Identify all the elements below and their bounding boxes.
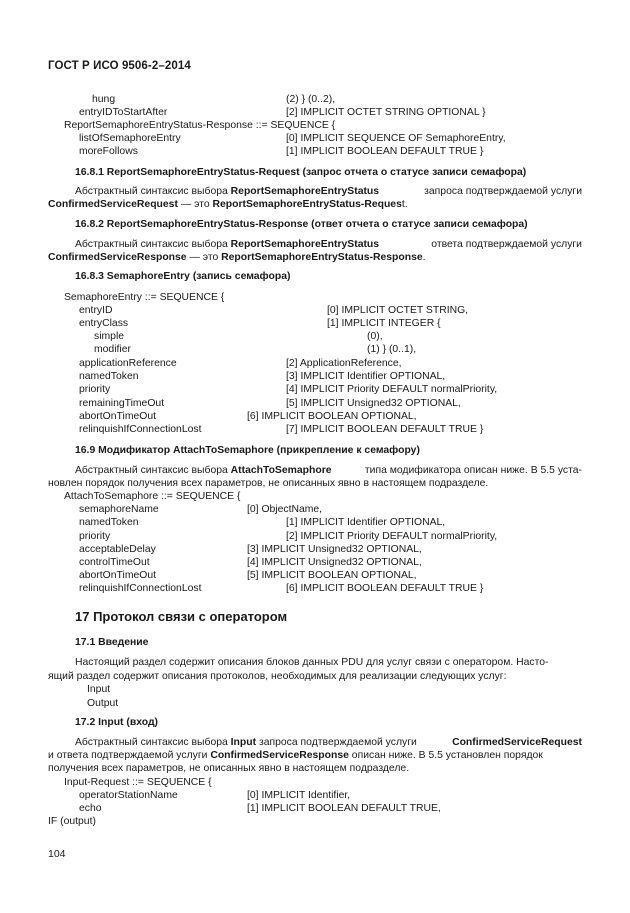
- code-field-type: [1] IMPLICIT BOOLEAN DEFAULT TRUE,: [247, 803, 441, 814]
- text: запроса подтверждаемой услуги: [424, 186, 582, 197]
- text: Абстрактный синтаксис выбора: [75, 186, 231, 197]
- code-field-name: entryClass: [79, 318, 129, 329]
- paragraph-16-8-2: [75, 238, 582, 251]
- code-field-name: abortOnTimeOut: [79, 411, 156, 422]
- code-field-type: [1] IMPLICIT Identifier OPTIONAL,: [286, 517, 446, 528]
- code-field-name: priority: [79, 531, 111, 542]
- list-item: Input: [87, 684, 111, 695]
- bold-term: Input: [230, 737, 257, 748]
- code-field-name: hung: [92, 94, 116, 105]
- text: Абстрактный синтаксис выбора: [75, 465, 231, 476]
- code-field-name: relinquishIfConnectionLost: [79, 424, 202, 435]
- text: ответа подтверждаемой услуги: [431, 239, 582, 250]
- paragraph-17-1-line1: Настоящий раздел содержит описания блоков данных PDU для услуг связи с оператором. Насто-: [75, 657, 549, 668]
- code-field-type: [2] IMPLICIT OCTET STRING OPTIONAL }: [286, 107, 486, 118]
- code-field-name: applicationReference: [79, 358, 177, 369]
- code-field-name: modifier: [94, 344, 131, 355]
- bold-term: ReportSemaphoreEntryStatus: [230, 186, 380, 197]
- paragraph-17-1-line2: ящий раздел содержит описания протоколов, необходимых для реализации следующих услуг:: [48, 671, 507, 682]
- code-field-name: acceptableDelay: [79, 544, 156, 555]
- section-heading-17-2: 17.2 Input (вход): [75, 717, 159, 728]
- code-field-name: controlTimeOut: [79, 557, 150, 568]
- paragraph-16-9-line2: новлен порядок получения всех параметров, не описанных явно в настоящем подразделе.: [48, 478, 489, 489]
- code-field-type: (0),: [367, 331, 383, 342]
- code-field-type: (2) } (0..2),: [286, 94, 336, 105]
- code-field-type: [6] IMPLICIT BOOLEAN DEFAULT TRUE }: [286, 583, 484, 594]
- code-field-name: simple: [94, 331, 125, 342]
- paragraph-16-8-2-line2: [48, 251, 426, 264]
- code-field-type: [0] ObjectName,: [247, 504, 323, 515]
- code-field-type: [4] IMPLICIT Priority DEFAULT normalPriority,: [286, 384, 498, 395]
- code-field-type: [0] IMPLICIT SEQUENCE OF SemaphoreEntry,: [286, 133, 506, 144]
- code-field-name: relinquishIfConnectionLost: [79, 583, 202, 594]
- code-trailing-line: IF (output): [48, 816, 96, 827]
- list-item: Output: [87, 698, 119, 709]
- code-field-name: listOfSemaphoreEntry: [79, 133, 181, 144]
- paragraph-16-9: [75, 464, 582, 477]
- bold-term: ConfirmedServiceRequest: [48, 199, 178, 210]
- code-type-definition: Input-Request ::= SEQUENCE {: [64, 777, 212, 788]
- text: — это: [186, 252, 222, 263]
- paragraph-17-2-line3: получения всех параметров, не описанных явно в настоящем подразделе.: [48, 763, 410, 774]
- code-field-name: namedToken: [79, 517, 139, 528]
- code-field-type: [1] IMPLICIT BOOLEAN DEFAULT TRUE }: [286, 146, 484, 157]
- bold-term: ConfirmedServiceRequest: [452, 737, 582, 748]
- code-field-type: [5] IMPLICIT BOOLEAN OPTIONAL,: [247, 570, 417, 581]
- section-heading-17: 17 Протокол связи с оператором: [75, 609, 288, 624]
- bold-term: ReportSemaphoreEntryStatus-Reques: [212, 199, 402, 210]
- code-field-type: [3] IMPLICIT Identifier OPTIONAL,: [286, 371, 446, 382]
- code-field-name: echo: [79, 803, 102, 814]
- bold-term: AttachToSemaphore: [230, 465, 332, 476]
- code-type-definition: ReportSemaphoreEntryStatus-Response ::= SEQUENCE {: [64, 120, 336, 131]
- code-field-type: [6] IMPLICIT BOOLEAN OPTIONAL,: [247, 411, 417, 422]
- code-field-name: priority: [79, 384, 111, 395]
- paragraph-17-2-line2: [48, 749, 543, 762]
- code-type-definition: AttachToSemaphore ::= SEQUENCE {: [64, 491, 241, 502]
- section-heading-16-8-2: 16.8.2 ReportSemaphoreEntryStatus-Response (ответ отчета о статусе записи семафора): [75, 219, 528, 230]
- code-field-type: [1] IMPLICIT INTEGER {: [327, 318, 441, 329]
- code-field-type: [7] IMPLICIT BOOLEAN DEFAULT TRUE }: [286, 424, 484, 435]
- bold-term: ReportSemaphoreEntryStatus: [230, 239, 380, 250]
- code-field-type: [2] ApplicationReference,: [286, 358, 402, 369]
- code-field-name: namedToken: [79, 371, 139, 382]
- text: .: [422, 252, 426, 263]
- section-heading-17-1: 17.1 Введение: [75, 637, 149, 648]
- section-heading-16-8-3: 16.8.3 SemaphoreEntry (запись семафора): [75, 271, 291, 282]
- running-header: ГОСТ Р ИСО 9506-2–2014: [48, 60, 191, 72]
- code-field-name: entryID: [79, 305, 113, 316]
- code-field-name: moreFollows: [79, 146, 138, 157]
- code-field-type: [2] IMPLICIT Priority DEFAULT normalPriority,: [286, 531, 498, 542]
- text: — это: [177, 199, 213, 210]
- text: Абстрактный синтаксис выбора: [75, 239, 231, 250]
- bold-term: ReportSemaphoreEntryStatus-Response: [221, 252, 423, 263]
- code-field-name: remainingTimeOut: [79, 398, 165, 409]
- text: типа модификатора описан ниже. В 5.5 уста-: [364, 465, 582, 476]
- code-field-type: [5] IMPLICIT Unsigned32 OPTIONAL,: [286, 398, 461, 409]
- section-heading-16-9: 16.9 Модификатор AttachToSemaphore (прикрепление к семафору): [75, 445, 420, 456]
- text: t.: [401, 199, 408, 210]
- code-field-type: [0] IMPLICIT OCTET STRING,: [327, 305, 469, 316]
- code-field-name: entryIDToStartAfter: [79, 107, 168, 118]
- bold-term: ConfirmedServiceResponse: [210, 750, 349, 761]
- text: и ответа подтверждаемой услуги: [48, 750, 211, 761]
- section-heading-16-8-1: 16.8.1 ReportSemaphoreEntryStatus-Request (запрос отчета о статусе записи семафора): [75, 167, 527, 178]
- code-field-type: (1) } (0..1),: [367, 344, 417, 355]
- code-field-type: [4] IMPLICIT Unsigned32 OPTIONAL,: [247, 557, 422, 568]
- text: Абстрактный синтаксис выбора: [75, 737, 231, 748]
- text: описан ниже. В 5.5 установлен порядок: [348, 750, 543, 761]
- code-field-type: [0] IMPLICIT Identifier,: [247, 790, 351, 801]
- code-type-definition: SemaphoreEntry ::= SEQUENCE {: [64, 292, 225, 303]
- paragraph-16-8-1: [75, 185, 582, 198]
- code-field-name: semaphoreName: [79, 504, 159, 515]
- bold-term: ConfirmedServiceResponse: [48, 252, 187, 263]
- code-field-name: abortOnTimeOut: [79, 570, 156, 581]
- paragraph-17-2: [75, 736, 582, 749]
- text: запроса подтверждаемой услуги: [256, 737, 417, 748]
- code-field-type: [3] IMPLICIT Unsigned32 OPTIONAL,: [247, 544, 422, 555]
- paragraph-16-8-1-line2: [48, 198, 408, 211]
- code-field-name: operatorStationName: [79, 790, 178, 801]
- page-number: 104: [48, 848, 66, 860]
